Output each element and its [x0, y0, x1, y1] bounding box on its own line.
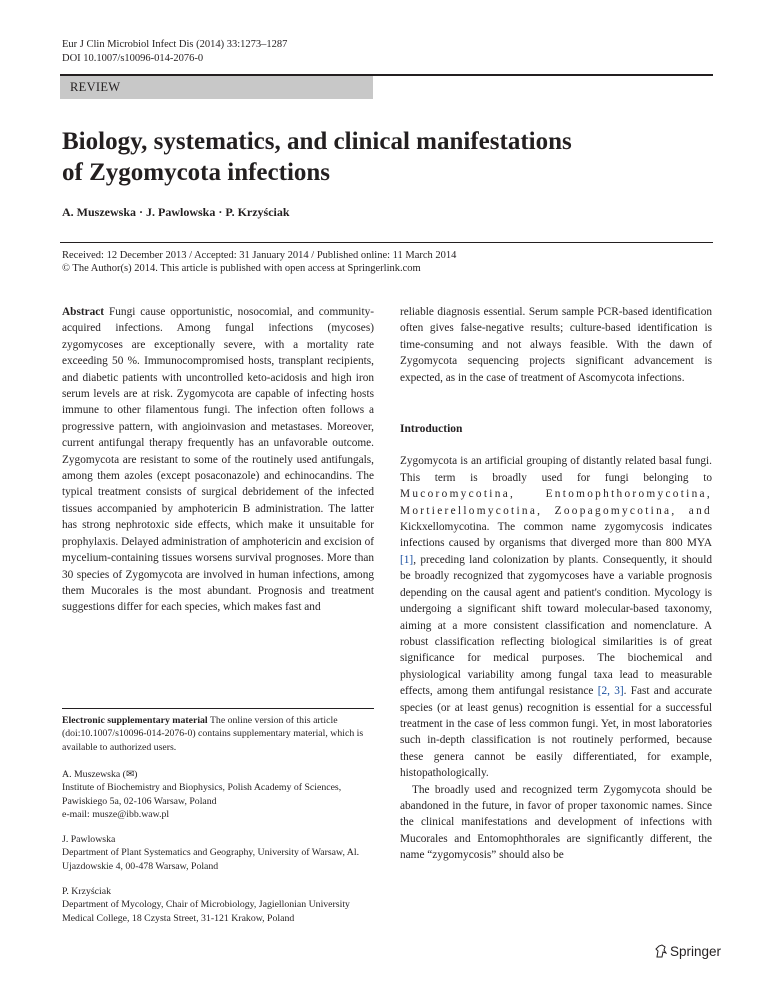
affiliation-name: P. Krzyściak: [62, 886, 111, 897]
affiliation-address: Department of Plant Systematics and Geography, University of Warsaw, Al. Ujazdowskie 4, 00-478 Warsaw, Poland: [62, 847, 360, 872]
citation-link[interactable]: [1]: [400, 553, 414, 566]
affiliation-address: Department of Mycology, Chair of Microbiology, Jagiellonian University Medical College, 18 Czysta Street, 31-121 Krakow, Poland: [62, 899, 350, 924]
publisher-name: Springer: [670, 944, 722, 959]
abstract-label: Abstract: [62, 306, 105, 318]
abstract-block: [62, 304, 374, 616]
abstract-continuation: reliable diagnosis essential. Serum sample PCR-based identification often gives false-negative results; culture-based identification is time-consuming and not always feasible. With the dawn of Zygomycota sequencing projects significant advancement is expected, as in the case of treatment of Ascomycota infections.: [400, 306, 712, 384]
title-line-1: Biology, systematics, and clinical manifestations: [62, 128, 572, 155]
affiliation-name: J. Pawlowska: [62, 834, 116, 845]
section-label-box: [60, 76, 373, 99]
date-history: Received: 12 December 2013 / Accepted: 31 January 2014 / Published online: 11 March 2014: [62, 250, 457, 261]
affiliation-2: [62, 833, 374, 873]
copyright-notice: © The Author(s) 2014. This article is published with open access at Springerlink.com: [62, 263, 421, 274]
intro-text: . Fast and accurate species (or at least genus) recognition is essential for a successful treatment in the case of less common fungi. Yet, in most laboratories such in-depth classification is not routinely performed, because these genera cannot be easily differentiated, for example, histopathologically.: [400, 685, 712, 780]
journal-header: [62, 38, 287, 66]
affiliation-name: A. Muszewska (✉): [62, 769, 138, 780]
affiliation-address: Institute of Biochemistry and Biophysics, Polish Academy of Sciences, Pawiskiego 5a, 02-106 Warsaw, Poland: [62, 782, 342, 807]
article-title: [62, 126, 662, 188]
introduction-paragraph-2: The broadly used and recognized term Zygomycota should be abandoned in the future, in favor of proper taxonomic names. Since the clinical manifestations and development of infections with Mucorales and Entomophthorales are significantly different, the name “zygomycosis” should also be: [400, 783, 712, 862]
esm-text: The online version of this article (doi:10.1007/s10096-014-2076-0) contains supplementary material, which is available to authorized users.: [62, 715, 364, 753]
citation-link[interactable]: [2, 3]: [597, 685, 624, 698]
title-line-2: of Zygomycota infections: [62, 159, 331, 186]
footnote-rule: [62, 708, 374, 709]
author-list: A. Muszewska · J. Pawlowska · P. Krzyściak: [62, 205, 290, 219]
springer-horse-icon: [655, 944, 667, 958]
intro-text: Zygomycota is an artificial grouping of distantly related basal fungi. This term is broadly used for fungi belonging to: [400, 455, 712, 484]
affiliation-email[interactable]: e-mail: musze@ibb.waw.pl: [62, 808, 170, 820]
introduction-paragraph-1: [400, 453, 712, 781]
dates-rule: [60, 242, 713, 243]
intro-text: Kickxellomycotina. The common name zygomycosis indicates infections caused by organisms that diverged more than 800 MYA: [400, 521, 712, 550]
esm-label: Electronic supplementary material: [62, 715, 208, 726]
journal-doi: DOI 10.1007/s10096-014-2076-0: [62, 53, 204, 64]
right-column: [400, 304, 712, 864]
intro-text: , preceding land colonization by plants. Consequently, it should be broadly recognized that zygomycoses have a variable prognosis depending on the causal agent and patient's condition. Mycology is undergoing a significant shift toward molecular-based taxonomy, aiming at a more consistent classification and nomenclature. A robust classification reflecting biological similarities is of great significance for medical purposes. The biochemical and physiological variability among fungal taxa lead to measurable effects, among them antifungal resistance: [400, 553, 712, 698]
journal-citation: Eur J Clin Microbiol Infect Dis (2014) 33:1273–1287: [62, 39, 288, 50]
esm-note: [62, 714, 374, 754]
introduction-heading: Introduction: [400, 423, 463, 436]
section-label: REVIEW: [70, 80, 121, 94]
publisher-logo: [655, 944, 721, 959]
intro-taxa: Mortierellomycotina, Zoopagomycotina, and: [400, 504, 712, 517]
affiliation-1: [62, 768, 374, 821]
publication-dates: [62, 249, 456, 275]
intro-taxa: Mucoromycotina, Entomophthoromycotina,: [400, 488, 712, 501]
abstract-text: Fungi cause opportunistic, nosocomial, and community-acquired infections. Among fungal infections (mycoses) zygomycoses are exceptionally severe, with a mortality rate exceeding 50 %. Immunocompromised hosts, transplant recipients, and diabetic patients with uncontrolled keto-acidosis and high iron serum levels are at risk. Zygomycota are capable of infecting hosts immune to other filamentous fungi. The infection often follows a progressive pattern, with angioinvasion and metastases. Moreover, current antifungal therapy frequently has an unfavorable outcome. Zygomycota are resistant to some of the routinely used antifungals, among them azoles (except posaconazole) and echinocandins. The typical treatment consists of surgical debridement of the infected tissues accompanied by amphotericin B administration. The latter has strong nephrotoxic side effects, which make it unsuitable for prophylaxis. Delayed administration of amphotericin and excision of mycelium-containing tissues worsens survival prognoses. More than 30 species of Zygomycota are involved in human infections, among them Mucorales is the most abundant. Prognosis and treatment suggestions differ for each species, which makes fast and: [62, 306, 374, 614]
affiliation-3: [62, 885, 374, 925]
